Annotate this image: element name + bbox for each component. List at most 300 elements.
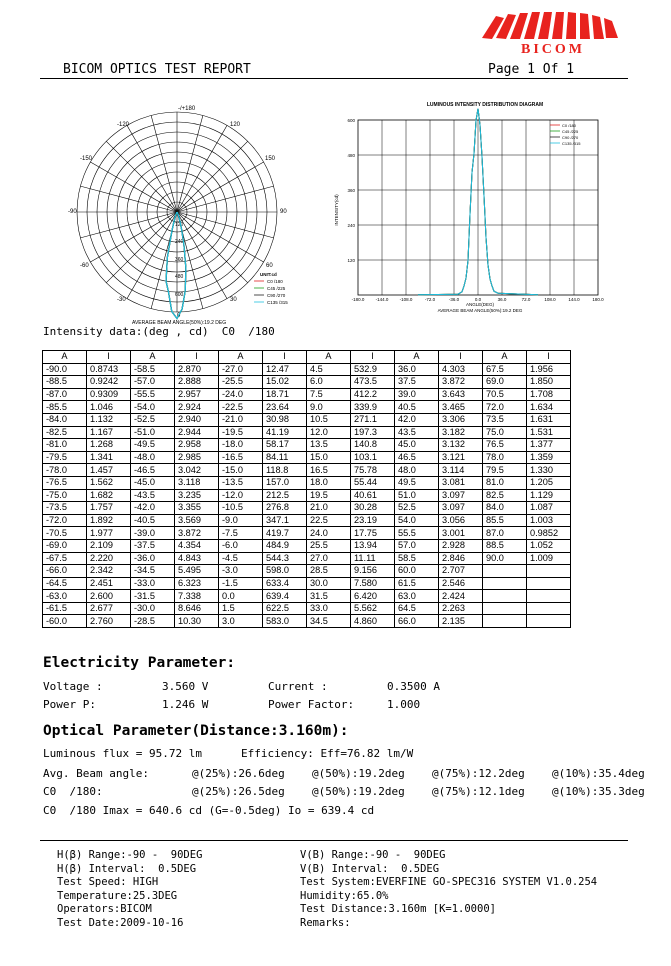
table-cell: 157.0 — [263, 476, 307, 489]
table-cell: 2.985 — [175, 451, 219, 464]
luminous-distribution-chart — [330, 100, 620, 320]
table-cell — [483, 577, 527, 590]
table-row — [43, 527, 571, 540]
table-cell: 347.1 — [263, 514, 307, 527]
table-cell: 212.5 — [263, 489, 307, 502]
polar-spoke — [177, 162, 264, 212]
cart-ytick: 240 — [347, 223, 355, 228]
table-cell — [527, 602, 571, 615]
table-cell: -10.5 — [219, 502, 263, 515]
table-cell: 5.562 — [351, 602, 395, 615]
table-cell: 2.424 — [439, 590, 483, 603]
table-cell: 87.0 — [483, 527, 527, 540]
table-cell: 78.0 — [483, 451, 527, 464]
operators: Operators:BICOM — [57, 903, 152, 915]
polar-legend-c135: C135 /315 — [267, 300, 288, 305]
table-cell: 1.631 — [527, 413, 571, 426]
table-cell: 1.052 — [527, 539, 571, 552]
table-cell: -30.0 — [131, 602, 175, 615]
table-cell: -25.5 — [219, 376, 263, 389]
table-cell: 6.323 — [175, 577, 219, 590]
power-factor-label: Power Factor: — [268, 698, 355, 711]
table-cell: 6.0 — [307, 376, 351, 389]
power-value: 1.246 W — [162, 698, 209, 711]
table-cell: 3.056 — [439, 514, 483, 527]
table-row — [43, 376, 571, 389]
table-cell: 1.892 — [87, 514, 131, 527]
table-cell: 7.338 — [175, 590, 219, 603]
cart-xtick: -144.0 — [375, 297, 389, 302]
cart-legend-c45: C45 /225 — [562, 129, 579, 134]
imax-line: C0 /180 Imax = 640.6 cd (G=-0.5deg) Io = 639.4 cd — [43, 804, 375, 817]
table-cell: 49.5 — [395, 476, 439, 489]
table-cell: 0.9242 — [87, 376, 131, 389]
polar-spoke — [177, 115, 203, 212]
polar-legend-title: UNIT:cd — [260, 272, 277, 277]
table-cell: 1.457 — [87, 464, 131, 477]
table-cell: 1.708 — [527, 388, 571, 401]
table-cell: 103.1 — [351, 451, 395, 464]
table-cell: 66.0 — [395, 615, 439, 628]
table-cell: 79.5 — [483, 464, 527, 477]
table-cell: 58.5 — [395, 552, 439, 565]
table-cell: 1.359 — [527, 451, 571, 464]
table-cell: 140.8 — [351, 439, 395, 452]
table-cell: 34.5 — [307, 615, 351, 628]
logo-text: BICOM — [521, 42, 585, 57]
table-cell: 0.0 — [219, 590, 263, 603]
table-cell: -63.0 — [43, 590, 87, 603]
table-cell: -64.5 — [43, 577, 87, 590]
table-cell: -16.5 — [219, 451, 263, 464]
table-cell: -55.5 — [131, 388, 175, 401]
footer-left-col — [57, 849, 202, 930]
table-row — [43, 577, 571, 590]
table-cell: -60.0 — [43, 615, 87, 628]
cart-ytick: 480 — [347, 153, 355, 158]
table-cell: -22.5 — [219, 401, 263, 414]
table-cell: 19.5 — [307, 489, 351, 502]
table-cell: 4.303 — [439, 363, 483, 376]
beam-angle-10: @(10%):35.4deg — [552, 767, 645, 780]
table-row — [43, 539, 571, 552]
table-row — [43, 565, 571, 578]
polar-spoke — [177, 186, 274, 212]
table-cell: 4.860 — [351, 615, 395, 628]
table-cell: -48.0 — [131, 451, 175, 464]
table-cell: 2.958 — [175, 439, 219, 452]
voltage-label: Voltage : — [43, 680, 103, 693]
table-cell: -70.5 — [43, 527, 87, 540]
bicom-logo — [478, 12, 628, 58]
polar-legend-c45: C45 /225 — [267, 286, 286, 291]
table-cell: 1.562 — [87, 476, 131, 489]
table-cell: 1.132 — [87, 413, 131, 426]
table-cell: -58.5 — [131, 363, 175, 376]
c0-beam-label: C0 /180: — [43, 785, 103, 798]
polar-label-0: 0 — [177, 313, 181, 319]
table-cell: 3.097 — [439, 489, 483, 502]
humidity: Humidity:65.0% — [300, 889, 389, 902]
table-cell: 51.0 — [395, 489, 439, 502]
table-cell: -76.5 — [43, 476, 87, 489]
table-cell: 12.0 — [307, 426, 351, 439]
table-cell: -34.5 — [131, 565, 175, 578]
logo-fan-icon — [482, 12, 618, 39]
table-cell: 1.205 — [527, 476, 571, 489]
table-cell: 2.677 — [87, 602, 131, 615]
table-cell: 15.02 — [263, 376, 307, 389]
col-header: I — [527, 351, 571, 364]
table-cell: 7.580 — [351, 577, 395, 590]
table-cell: 544.3 — [263, 552, 307, 565]
table-cell: -33.0 — [131, 577, 175, 590]
table-cell: 271.1 — [351, 413, 395, 426]
table-cell: 70.5 — [483, 388, 527, 401]
table-cell: 36.0 — [395, 363, 439, 376]
table-cell: 1.330 — [527, 464, 571, 477]
table-cell: 2.220 — [87, 552, 131, 565]
table-cell: 13.94 — [351, 539, 395, 552]
table-cell: 84.11 — [263, 451, 307, 464]
table-cell: 3.001 — [439, 527, 483, 540]
table-cell: -46.5 — [131, 464, 175, 477]
polar-spoke — [80, 186, 177, 212]
table-cell: 21.0 — [307, 502, 351, 515]
table-cell: 3.121 — [439, 451, 483, 464]
col-header: A — [395, 351, 439, 364]
table-cell: -49.5 — [131, 439, 175, 452]
table-cell: -87.0 — [43, 388, 87, 401]
table-cell: 3.097 — [439, 502, 483, 515]
table-cell: -36.0 — [131, 552, 175, 565]
table-cell: 0.9852 — [527, 527, 571, 540]
table-cell — [483, 615, 527, 628]
table-cell: 40.61 — [351, 489, 395, 502]
col-header: A — [219, 351, 263, 364]
table-cell: 4.843 — [175, 552, 219, 565]
table-cell: 6.420 — [351, 590, 395, 603]
table-cell: -12.0 — [219, 489, 263, 502]
table-cell: 3.355 — [175, 502, 219, 515]
table-cell: 7.5 — [307, 388, 351, 401]
table-row — [43, 476, 571, 489]
table-cell: -51.0 — [131, 426, 175, 439]
cart-xtick: 36.0 — [497, 297, 507, 302]
table-cell: 276.8 — [263, 502, 307, 515]
table-cell: 8.646 — [175, 602, 219, 615]
table-cell: 1.531 — [527, 426, 571, 439]
table-cell — [483, 565, 527, 578]
cart-xtick: -108.0 — [399, 297, 413, 302]
cart-xtick: 144.0 — [568, 297, 580, 302]
table-row — [43, 590, 571, 603]
table-cell: 25.5 — [307, 539, 351, 552]
table-cell: -43.5 — [131, 489, 175, 502]
table-cell: 3.042 — [175, 464, 219, 477]
table-cell: 1.341 — [87, 451, 131, 464]
cart-xtick: -72.0 — [424, 297, 436, 302]
polar-spoke — [177, 212, 264, 262]
table-cell: 1.850 — [527, 376, 571, 389]
table-row — [43, 451, 571, 464]
polar-label-90: 90 — [280, 209, 287, 215]
table-cell: 37.5 — [395, 376, 439, 389]
table-cell: -18.0 — [219, 439, 263, 452]
table-row — [43, 401, 571, 414]
table-cell: 1.268 — [87, 439, 131, 452]
table-cell: 28.5 — [307, 565, 351, 578]
table-cell: 2.546 — [439, 577, 483, 590]
optical-heading: Optical Parameter(Distance:3.160m): — [43, 723, 349, 739]
table-cell: 633.4 — [263, 577, 307, 590]
table-cell: 43.5 — [395, 426, 439, 439]
table-row — [43, 615, 571, 628]
table-cell: -79.5 — [43, 451, 87, 464]
table-cell: 39.0 — [395, 388, 439, 401]
table-cell: 598.0 — [263, 565, 307, 578]
cart-footer: AVERAGE BEAM ANGLE(50%):19.2 DEG — [437, 308, 523, 313]
cart-legend-c135: C135 /315 — [562, 141, 581, 146]
table-cell: 30.98 — [263, 413, 307, 426]
table-cell: 64.5 — [395, 602, 439, 615]
table-cell: 1.682 — [87, 489, 131, 502]
table-cell — [527, 590, 571, 603]
cart-ytick: 600 — [347, 118, 355, 123]
table-cell: 2.707 — [439, 565, 483, 578]
table-cell: 61.5 — [395, 577, 439, 590]
electricity-heading: Electricity Parameter: — [43, 655, 236, 671]
table-cell: 3.872 — [439, 376, 483, 389]
cart-xtick: -36.0 — [448, 297, 460, 302]
table-cell: 67.5 — [483, 363, 527, 376]
table-cell: 73.5 — [483, 413, 527, 426]
polar-ring-600: 600 — [175, 292, 184, 298]
table-cell: 532.9 — [351, 363, 395, 376]
table-cell: 12.47 — [263, 363, 307, 376]
c0-beam-50: @(50%):19.2deg — [312, 785, 405, 798]
c0-beam-10: @(10%):35.3deg — [552, 785, 645, 798]
table-cell — [483, 590, 527, 603]
polar-spoke — [90, 162, 177, 212]
table-cell: -75.0 — [43, 489, 87, 502]
table-cell: 60.0 — [395, 565, 439, 578]
polar-spoke — [151, 115, 177, 212]
polar-ring-360: 360 — [175, 257, 184, 263]
table-cell: 118.8 — [263, 464, 307, 477]
table-cell: 3.872 — [175, 527, 219, 540]
table-cell: 3.132 — [439, 439, 483, 452]
table-row — [43, 514, 571, 527]
table-cell: 2.940 — [175, 413, 219, 426]
col-header: I — [87, 351, 131, 364]
table-cell: -66.0 — [43, 565, 87, 578]
table-cell: 1.003 — [527, 514, 571, 527]
test-system: Test System:EVERFINE GO-SPEC316 SYSTEM V1.0.254 — [300, 876, 598, 888]
table-cell: -61.5 — [43, 602, 87, 615]
table-cell: 27.0 — [307, 552, 351, 565]
table-cell: -3.0 — [219, 565, 263, 578]
table-cell: 2.888 — [175, 376, 219, 389]
col-header: I — [351, 351, 395, 364]
table-cell: -81.0 — [43, 439, 87, 452]
table-cell: 16.5 — [307, 464, 351, 477]
table-cell: 24.0 — [307, 527, 351, 540]
table-cell: 13.5 — [307, 439, 351, 452]
polar-spoke — [177, 125, 227, 212]
table-cell: 583.0 — [263, 615, 307, 628]
table-cell: 30.0 — [307, 577, 351, 590]
table-cell: 2.846 — [439, 552, 483, 565]
table-cell: 75.0 — [483, 426, 527, 439]
page-number: Page 1 Of 1 — [488, 62, 575, 77]
table-cell: 0.8743 — [87, 363, 131, 376]
table-cell: 52.5 — [395, 502, 439, 515]
table-cell: -37.5 — [131, 539, 175, 552]
cart-xtick: 0.0 — [474, 297, 482, 302]
table-cell: 22.5 — [307, 514, 351, 527]
polar-spoke — [127, 212, 177, 299]
table-cell: 1.087 — [527, 502, 571, 515]
table-cell: -21.0 — [219, 413, 263, 426]
table-cell: 1.757 — [87, 502, 131, 515]
cart-ytick: 120 — [347, 258, 355, 263]
table-cell: 31.5 — [307, 590, 351, 603]
table-row — [43, 489, 571, 502]
polar-label-n90: -90 — [68, 209, 77, 215]
table-row — [43, 426, 571, 439]
table-cell: 1.129 — [527, 489, 571, 502]
voltage-value: 3.560 V — [162, 680, 209, 693]
polar-label-120: 120 — [230, 122, 241, 128]
table-cell: -24.0 — [219, 388, 263, 401]
polar-label-150: 150 — [265, 156, 276, 162]
table-cell: 55.5 — [395, 527, 439, 540]
table-cell: -90.0 — [43, 363, 87, 376]
table-cell: -57.0 — [131, 376, 175, 389]
table-cell: 11.11 — [351, 552, 395, 565]
table-cell: 2.263 — [439, 602, 483, 615]
intensity-table — [42, 350, 571, 628]
table-cell: -85.5 — [43, 401, 87, 414]
col-header: A — [131, 351, 175, 364]
col-header: I — [175, 351, 219, 364]
intensity-caption: Intensity data:(deg , cd) C0 /180 — [43, 325, 275, 338]
table-cell: 3.118 — [175, 476, 219, 489]
col-header: I — [439, 351, 483, 364]
v-range: V(B) Range:-90 - 90DEG — [300, 849, 446, 861]
polar-top-label: -/+180 — [178, 106, 196, 112]
table-row — [43, 602, 571, 615]
table-cell: 18.0 — [307, 476, 351, 489]
table-cell: 9.156 — [351, 565, 395, 578]
polar-label-n30: -30 — [117, 297, 126, 303]
table-cell: 57.0 — [395, 539, 439, 552]
table-cell: 15.0 — [307, 451, 351, 464]
table-cell — [527, 565, 571, 578]
table-cell: -52.5 — [131, 413, 175, 426]
table-cell: 33.0 — [307, 602, 351, 615]
table-cell: -82.5 — [43, 426, 87, 439]
table-cell: 30.28 — [351, 502, 395, 515]
col-header: A — [43, 351, 87, 364]
current-value: 0.3500 A — [387, 680, 440, 693]
table-cell: 4.5 — [307, 363, 351, 376]
table-cell: 40.5 — [395, 401, 439, 414]
table-cell: -78.0 — [43, 464, 87, 477]
table-cell: -7.5 — [219, 527, 263, 540]
v-interval: V(B) Interval: 0.5DEG — [300, 862, 440, 875]
table-row — [43, 502, 571, 515]
test-speed: Test Speed: HIGH — [57, 876, 159, 888]
table-cell: -45.0 — [131, 476, 175, 489]
beam-angle-50: @(50%):19.2deg — [312, 767, 405, 780]
table-row — [43, 552, 571, 565]
table-cell: 1.377 — [527, 439, 571, 452]
table-row — [43, 439, 571, 452]
cart-ylabel: INTENSITY(cd) — [334, 194, 339, 226]
table-cell: -4.5 — [219, 552, 263, 565]
table-cell: 54.0 — [395, 514, 439, 527]
cart-legend-c90: C90 /270 — [562, 135, 579, 140]
table-cell: 63.0 — [395, 590, 439, 603]
table-cell: 197.3 — [351, 426, 395, 439]
c0-beam-75: @(75%):12.1deg — [432, 785, 525, 798]
table-cell: 2.944 — [175, 426, 219, 439]
power-factor-value: 1.000 — [387, 698, 421, 711]
polar-spoke — [90, 212, 177, 262]
table-cell: 41.19 — [263, 426, 307, 439]
table-cell: -40.5 — [131, 514, 175, 527]
beam-angle-75: @(75%):12.2deg — [432, 767, 525, 780]
table-cell: 2.924 — [175, 401, 219, 414]
polar-label-n150: -150 — [80, 156, 93, 162]
table-cell: 2.109 — [87, 539, 131, 552]
table-cell: -84.0 — [43, 413, 87, 426]
table-cell — [527, 615, 571, 628]
table-cell: 1.5 — [219, 602, 263, 615]
table-cell: -27.0 — [219, 363, 263, 376]
polar-legend-c90: C90 /270 — [267, 293, 286, 298]
table-cell: 45.0 — [395, 439, 439, 452]
cart-xtick: 180.0 — [592, 297, 604, 302]
table-cell: 75.78 — [351, 464, 395, 477]
table-cell: -19.5 — [219, 426, 263, 439]
table-row — [43, 464, 571, 477]
table-cell: 10.5 — [307, 413, 351, 426]
polar-label-n120: -120 — [117, 122, 130, 128]
beam-angle-25: @(25%):26.6deg — [192, 767, 285, 780]
table-cell: -13.5 — [219, 476, 263, 489]
polar-legend-c0: C0 /180 — [267, 279, 283, 284]
table-cell: 2.451 — [87, 577, 131, 590]
polar-spoke — [127, 125, 177, 212]
table-cell: -69.0 — [43, 539, 87, 552]
table-cell: 3.306 — [439, 413, 483, 426]
table-cell: 90.0 — [483, 552, 527, 565]
polar-label-60: 60 — [266, 263, 273, 269]
table-cell: 3.643 — [439, 388, 483, 401]
table-cell: 1.046 — [87, 401, 131, 414]
c0-beam-25: @(25%):26.5deg — [192, 785, 285, 798]
cart-legend-c0: C0 /180 — [562, 123, 577, 128]
polar-footer: AVERAGE BEAM ANGLE(50%):19.2 DEG — [132, 320, 227, 325]
table-cell: 10.30 — [175, 615, 219, 628]
beam-angle-label: Avg. Beam angle: — [43, 767, 149, 780]
table-cell: 1.009 — [527, 552, 571, 565]
table-cell: 639.4 — [263, 590, 307, 603]
table-cell: 2.870 — [175, 363, 219, 376]
